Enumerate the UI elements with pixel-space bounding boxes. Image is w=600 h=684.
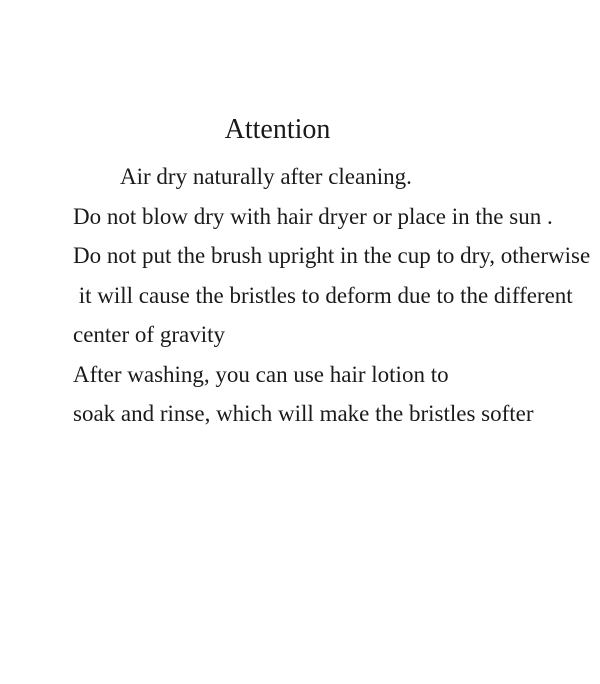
page-title: Attention [224, 114, 331, 145]
text-line-bristles-deform: it will cause the bristles to deform due to the different [73, 282, 573, 308]
text-line-soak-rinse: soak and rinse, which will make the bristles softer [73, 401, 534, 426]
text-line-center-of-gravity: center of gravity [73, 322, 225, 347]
text-line-no-blow-dry: Do not blow dry with hair dryer or place in the sun . [73, 203, 553, 229]
text-line-after-washing: After washing, you can use hair lotion to [73, 361, 449, 387]
text-line-air-dry: Air dry naturally after cleaning. [120, 164, 412, 189]
body-text-block [0, 157, 600, 434]
text-line-no-upright: Do not put the brush upright in the cup to dry, otherwise [73, 243, 591, 268]
